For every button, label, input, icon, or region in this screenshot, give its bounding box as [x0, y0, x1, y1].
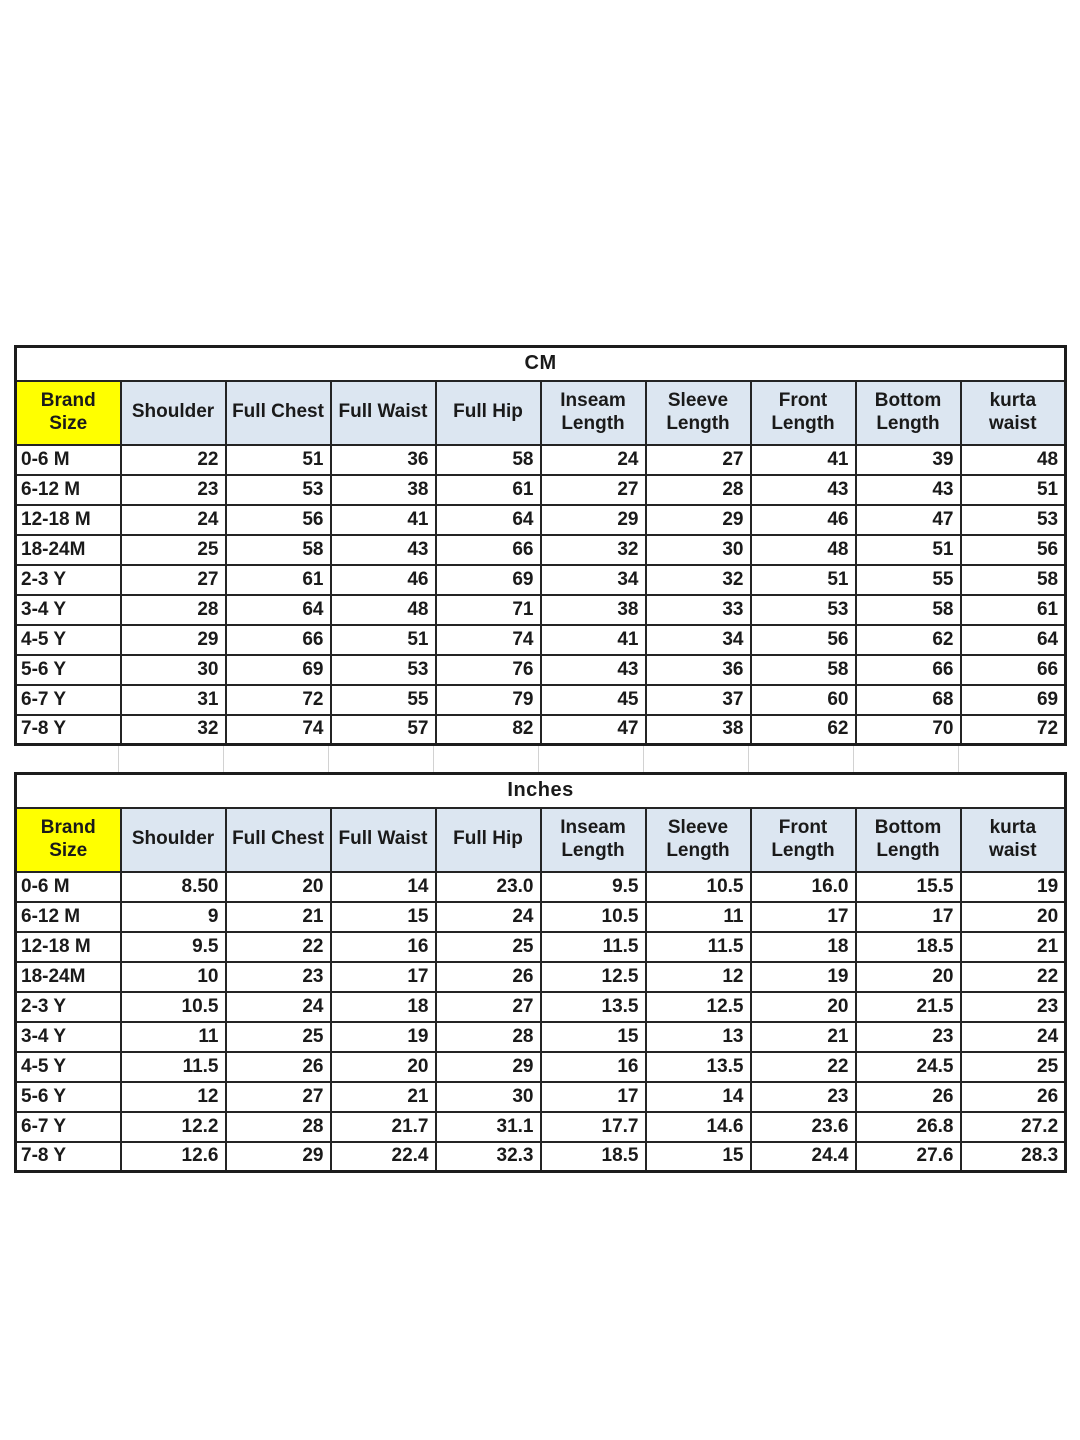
size-cell: 12-18 M — [16, 505, 121, 535]
spacer-cell — [854, 746, 959, 772]
value-cell: 41 — [331, 505, 436, 535]
value-cell: 28 — [121, 595, 226, 625]
value-cell: 16.0 — [751, 872, 856, 902]
value-cell: 34 — [646, 625, 751, 655]
table-row — [16, 655, 1066, 685]
value-cell: 62 — [856, 625, 961, 655]
table-row — [16, 505, 1066, 535]
value-cell: 14.6 — [646, 1112, 751, 1142]
header-cell: Sleeve Length — [646, 381, 751, 445]
value-cell: 79 — [436, 685, 541, 715]
table-row — [16, 565, 1066, 595]
value-cell: 10.5 — [646, 872, 751, 902]
value-cell: 11.5 — [541, 932, 646, 962]
value-cell: 22.4 — [331, 1142, 436, 1172]
size-table-inches — [14, 772, 1066, 1173]
value-cell: 25 — [226, 1022, 331, 1052]
value-cell: 12 — [646, 962, 751, 992]
size-chart-tables — [14, 345, 1066, 1173]
spacer-cell — [329, 746, 434, 772]
header-cell: Bottom Length — [856, 808, 961, 872]
value-cell: 24 — [226, 992, 331, 1022]
value-cell: 22 — [226, 932, 331, 962]
header-cell: Full Hip — [436, 808, 541, 872]
size-cell: 6-7 Y — [16, 1112, 121, 1142]
table-row — [16, 962, 1066, 992]
value-cell: 21 — [961, 932, 1066, 962]
value-cell: 51 — [331, 625, 436, 655]
value-cell: 61 — [961, 595, 1066, 625]
table-row — [16, 1082, 1066, 1112]
size-cell: 5-6 Y — [16, 1082, 121, 1112]
table-row — [16, 715, 1066, 745]
value-cell: 33 — [646, 595, 751, 625]
value-cell: 29 — [646, 505, 751, 535]
value-cell: 15 — [331, 902, 436, 932]
value-cell: 66 — [856, 655, 961, 685]
value-cell: 38 — [541, 595, 646, 625]
value-cell: 55 — [856, 565, 961, 595]
value-cell: 14 — [331, 872, 436, 902]
value-cell: 16 — [331, 932, 436, 962]
value-cell: 27 — [541, 475, 646, 505]
value-cell: 21.5 — [856, 992, 961, 1022]
value-cell: 36 — [331, 445, 436, 475]
value-cell: 55 — [331, 685, 436, 715]
value-cell: 58 — [436, 445, 541, 475]
value-cell: 64 — [226, 595, 331, 625]
value-cell: 29 — [121, 625, 226, 655]
spacer-cell — [959, 746, 1064, 772]
spacer-cell — [644, 746, 749, 772]
value-cell: 26.8 — [856, 1112, 961, 1142]
value-cell: 24 — [436, 902, 541, 932]
value-cell: 27.2 — [961, 1112, 1066, 1142]
value-cell: 48 — [751, 535, 856, 565]
value-cell: 72 — [226, 685, 331, 715]
value-cell: 64 — [436, 505, 541, 535]
size-cell: 2-3 Y — [16, 565, 121, 595]
value-cell: 19 — [331, 1022, 436, 1052]
value-cell: 82 — [436, 715, 541, 745]
value-cell: 58 — [961, 565, 1066, 595]
value-cell: 32 — [646, 565, 751, 595]
value-cell: 23 — [961, 992, 1066, 1022]
table-row — [16, 902, 1066, 932]
value-cell: 11 — [646, 902, 751, 932]
spacer-cell — [224, 746, 329, 772]
value-cell: 51 — [961, 475, 1066, 505]
table-row — [16, 535, 1066, 565]
value-cell: 8.50 — [121, 872, 226, 902]
value-cell: 58 — [856, 595, 961, 625]
value-cell: 38 — [646, 715, 751, 745]
value-cell: 17 — [856, 902, 961, 932]
value-cell: 11.5 — [646, 932, 751, 962]
value-cell: 30 — [436, 1082, 541, 1112]
value-cell: 26 — [856, 1082, 961, 1112]
value-cell: 27 — [436, 992, 541, 1022]
value-cell: 13 — [646, 1022, 751, 1052]
value-cell: 62 — [751, 715, 856, 745]
value-cell: 37 — [646, 685, 751, 715]
header-cell-brand-size: Brand Size — [16, 808, 121, 872]
value-cell: 61 — [436, 475, 541, 505]
size-cell: 4-5 Y — [16, 625, 121, 655]
value-cell: 17 — [331, 962, 436, 992]
value-cell: 9 — [121, 902, 226, 932]
value-cell: 53 — [226, 475, 331, 505]
value-cell: 24 — [121, 505, 226, 535]
value-cell: 27 — [226, 1082, 331, 1112]
table-row — [16, 932, 1066, 962]
value-cell: 28 — [436, 1022, 541, 1052]
size-cell: 7-8 Y — [16, 715, 121, 745]
value-cell: 29 — [436, 1052, 541, 1082]
value-cell: 19 — [961, 872, 1066, 902]
value-cell: 31 — [121, 685, 226, 715]
value-cell: 24 — [961, 1022, 1066, 1052]
value-cell: 46 — [331, 565, 436, 595]
value-cell: 22 — [961, 962, 1066, 992]
value-cell: 10.5 — [541, 902, 646, 932]
value-cell: 12.6 — [121, 1142, 226, 1172]
value-cell: 28.3 — [961, 1142, 1066, 1172]
header-cell: Sleeve Length — [646, 808, 751, 872]
value-cell: 32 — [121, 715, 226, 745]
value-cell: 28 — [226, 1112, 331, 1142]
spacer-cell — [539, 746, 644, 772]
size-cell: 3-4 Y — [16, 1022, 121, 1052]
value-cell: 18.5 — [541, 1142, 646, 1172]
header-cell: kurta waist — [961, 381, 1066, 445]
header-cell: Full Chest — [226, 808, 331, 872]
value-cell: 12.2 — [121, 1112, 226, 1142]
spacer-cell — [434, 746, 539, 772]
value-cell: 23.6 — [751, 1112, 856, 1142]
value-cell: 26 — [961, 1082, 1066, 1112]
value-cell: 51 — [856, 535, 961, 565]
value-cell: 60 — [751, 685, 856, 715]
value-cell: 38 — [331, 475, 436, 505]
value-cell: 66 — [226, 625, 331, 655]
value-cell: 27 — [121, 565, 226, 595]
value-cell: 23 — [856, 1022, 961, 1052]
value-cell: 29 — [541, 505, 646, 535]
size-cell: 6-12 M — [16, 475, 121, 505]
value-cell: 41 — [751, 445, 856, 475]
table-spacer — [14, 746, 1064, 772]
value-cell: 48 — [331, 595, 436, 625]
table-row — [16, 685, 1066, 715]
value-cell: 20 — [961, 902, 1066, 932]
value-cell: 56 — [226, 505, 331, 535]
value-cell: 18.5 — [856, 932, 961, 962]
value-cell: 68 — [856, 685, 961, 715]
header-cell: kurta waist — [961, 808, 1066, 872]
value-cell: 47 — [856, 505, 961, 535]
value-cell: 15.5 — [856, 872, 961, 902]
size-cell: 4-5 Y — [16, 1052, 121, 1082]
header-cell: Inseam Length — [541, 381, 646, 445]
value-cell: 17.7 — [541, 1112, 646, 1142]
table-row — [16, 1052, 1066, 1082]
value-cell: 53 — [961, 505, 1066, 535]
size-cell: 18-24M — [16, 535, 121, 565]
value-cell: 12 — [121, 1082, 226, 1112]
spacer-cell — [749, 746, 854, 772]
value-cell: 46 — [751, 505, 856, 535]
header-cell: Shoulder — [121, 381, 226, 445]
value-cell: 69 — [436, 565, 541, 595]
value-cell: 24.4 — [751, 1142, 856, 1172]
value-cell: 26 — [226, 1052, 331, 1082]
value-cell: 18 — [331, 992, 436, 1022]
value-cell: 53 — [331, 655, 436, 685]
value-cell: 16 — [541, 1052, 646, 1082]
value-cell: 10 — [121, 962, 226, 992]
table-row — [16, 992, 1066, 1022]
value-cell: 58 — [226, 535, 331, 565]
value-cell: 32 — [541, 535, 646, 565]
size-cell: 18-24M — [16, 962, 121, 992]
value-cell: 24 — [541, 445, 646, 475]
value-cell: 43 — [751, 475, 856, 505]
value-cell: 57 — [331, 715, 436, 745]
value-cell: 76 — [436, 655, 541, 685]
value-cell: 70 — [856, 715, 961, 745]
header-cell: Front Length — [751, 808, 856, 872]
value-cell: 21 — [226, 902, 331, 932]
value-cell: 64 — [961, 625, 1066, 655]
header-cell: Full Waist — [331, 808, 436, 872]
size-cell: 3-4 Y — [16, 595, 121, 625]
value-cell: 31.1 — [436, 1112, 541, 1142]
value-cell: 69 — [961, 685, 1066, 715]
value-cell: 25 — [436, 932, 541, 962]
value-cell: 24.5 — [856, 1052, 961, 1082]
header-cell: Full Waist — [331, 381, 436, 445]
table-row — [16, 1112, 1066, 1142]
value-cell: 14 — [646, 1082, 751, 1112]
spacer-cell — [119, 746, 224, 772]
value-cell: 15 — [541, 1022, 646, 1052]
value-cell: 43 — [331, 535, 436, 565]
value-cell: 69 — [226, 655, 331, 685]
table-row — [16, 475, 1066, 505]
table-row — [16, 872, 1066, 902]
size-table-cm — [14, 345, 1067, 746]
table-title: CM — [16, 347, 1066, 381]
value-cell: 32.3 — [436, 1142, 541, 1172]
header-cell: Front Length — [751, 381, 856, 445]
value-cell: 17 — [751, 902, 856, 932]
value-cell: 30 — [121, 655, 226, 685]
value-cell: 26 — [436, 962, 541, 992]
value-cell: 51 — [226, 445, 331, 475]
value-cell: 45 — [541, 685, 646, 715]
header-cell: Full Chest — [226, 381, 331, 445]
value-cell: 47 — [541, 715, 646, 745]
size-cell: 7-8 Y — [16, 1142, 121, 1172]
size-cell: 5-6 Y — [16, 655, 121, 685]
value-cell: 23 — [226, 962, 331, 992]
size-table-cm — [14, 345, 1066, 746]
value-cell: 13.5 — [541, 992, 646, 1022]
value-cell: 30 — [646, 535, 751, 565]
value-cell: 56 — [961, 535, 1066, 565]
value-cell: 34 — [541, 565, 646, 595]
value-cell: 41 — [541, 625, 646, 655]
value-cell: 23 — [121, 475, 226, 505]
value-cell: 9.5 — [541, 872, 646, 902]
value-cell: 22 — [121, 445, 226, 475]
value-cell: 12.5 — [646, 992, 751, 1022]
value-cell: 53 — [751, 595, 856, 625]
table-row — [16, 445, 1066, 475]
value-cell: 20 — [331, 1052, 436, 1082]
value-cell: 71 — [436, 595, 541, 625]
table-row — [16, 595, 1066, 625]
value-cell: 9.5 — [121, 932, 226, 962]
size-cell: 6-7 Y — [16, 685, 121, 715]
table-row — [16, 1022, 1066, 1052]
value-cell: 43 — [856, 475, 961, 505]
header-cell: Shoulder — [121, 808, 226, 872]
value-cell: 17 — [541, 1082, 646, 1112]
value-cell: 12.5 — [541, 962, 646, 992]
value-cell: 10.5 — [121, 992, 226, 1022]
value-cell: 15 — [646, 1142, 751, 1172]
value-cell: 72 — [961, 715, 1066, 745]
size-cell: 6-12 M — [16, 902, 121, 932]
value-cell: 74 — [226, 715, 331, 745]
value-cell: 21 — [331, 1082, 436, 1112]
value-cell: 11.5 — [121, 1052, 226, 1082]
value-cell: 66 — [961, 655, 1066, 685]
table-row — [16, 625, 1066, 655]
value-cell: 27 — [646, 445, 751, 475]
value-cell: 25 — [121, 535, 226, 565]
size-cell: 0-6 M — [16, 445, 121, 475]
value-cell: 27.6 — [856, 1142, 961, 1172]
header-cell: Bottom Length — [856, 381, 961, 445]
value-cell: 23.0 — [436, 872, 541, 902]
value-cell: 18 — [751, 932, 856, 962]
value-cell: 58 — [751, 655, 856, 685]
value-cell: 20 — [751, 992, 856, 1022]
value-cell: 20 — [856, 962, 961, 992]
table-row — [16, 1142, 1066, 1172]
header-cell: Full Hip — [436, 381, 541, 445]
value-cell: 29 — [226, 1142, 331, 1172]
value-cell: 36 — [646, 655, 751, 685]
value-cell: 48 — [961, 445, 1066, 475]
table-title: Inches — [16, 774, 1066, 808]
value-cell: 43 — [541, 655, 646, 685]
value-cell: 11 — [121, 1022, 226, 1052]
size-cell: 2-3 Y — [16, 992, 121, 1022]
value-cell: 51 — [751, 565, 856, 595]
value-cell: 39 — [856, 445, 961, 475]
value-cell: 74 — [436, 625, 541, 655]
value-cell: 21.7 — [331, 1112, 436, 1142]
size-cell: 0-6 M — [16, 872, 121, 902]
value-cell: 22 — [751, 1052, 856, 1082]
value-cell: 25 — [961, 1052, 1066, 1082]
value-cell: 56 — [751, 625, 856, 655]
value-cell: 21 — [751, 1022, 856, 1052]
value-cell: 23 — [751, 1082, 856, 1112]
header-cell: Inseam Length — [541, 808, 646, 872]
value-cell: 19 — [751, 962, 856, 992]
value-cell: 61 — [226, 565, 331, 595]
spacer-cell — [14, 746, 119, 772]
value-cell: 20 — [226, 872, 331, 902]
size-table-inches — [14, 772, 1067, 1173]
header-cell-brand-size: Brand Size — [16, 381, 121, 445]
value-cell: 28 — [646, 475, 751, 505]
value-cell: 66 — [436, 535, 541, 565]
size-cell: 12-18 M — [16, 932, 121, 962]
value-cell: 13.5 — [646, 1052, 751, 1082]
